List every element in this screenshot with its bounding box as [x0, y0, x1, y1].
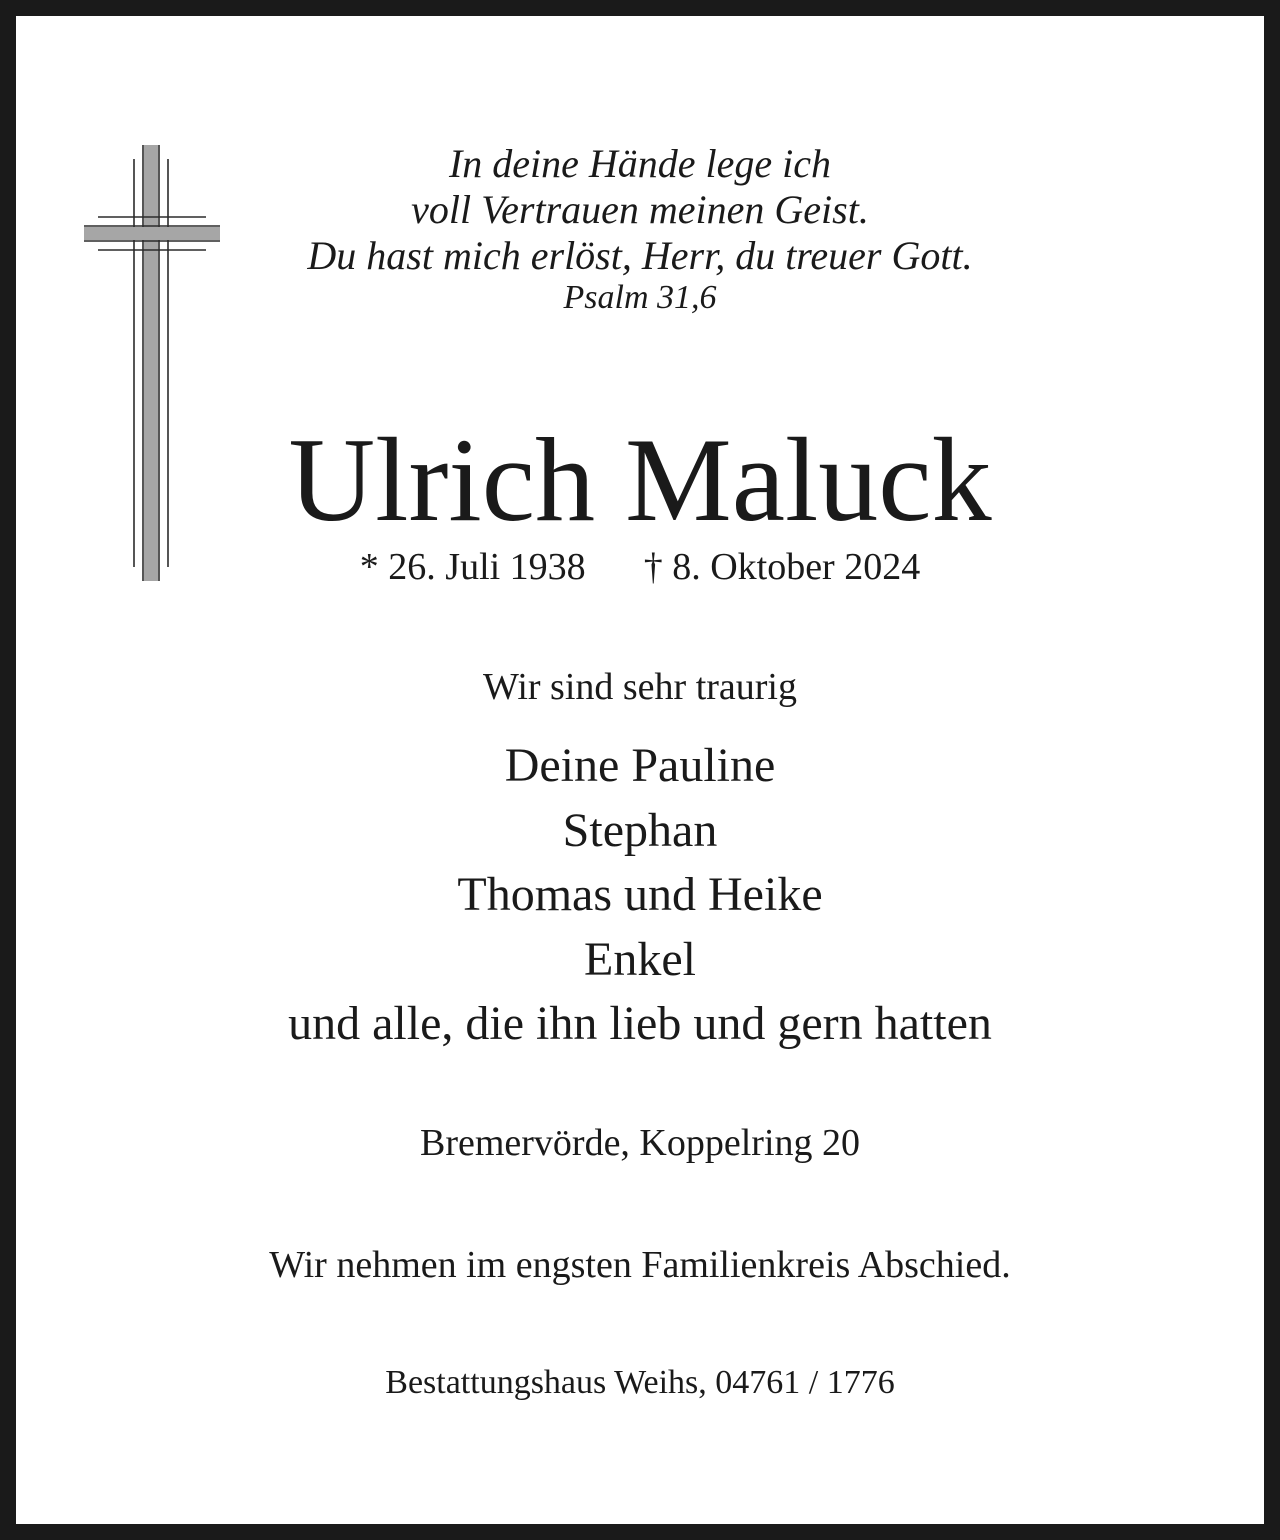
verse-line-1: In deine Hände lege ich	[448, 141, 832, 186]
mourner-2: Stephan	[562, 804, 718, 857]
death-date: † 8. Oktober 2024	[643, 546, 921, 588]
birth-date: * 26. Juli 1938	[359, 546, 586, 588]
mourner-5: und alle, die ihn lieb und gern hatten	[288, 997, 992, 1050]
deceased-name: Ulrich Maluck	[288, 413, 992, 546]
verse-line-2: voll Vertrauen meinen Geist.	[411, 187, 869, 232]
verse-reference: Psalm 31,6	[563, 279, 717, 316]
verse-line-3: Du hast mich erlöst, Herr, du treuer Gott.	[307, 233, 973, 278]
mourner-4: Enkel	[584, 933, 696, 986]
funeral-home: Bestattungshaus Weihs, 04761 / 1776	[385, 1364, 895, 1401]
mourner-1: Deine Pauline	[504, 739, 776, 792]
address: Bremervörde, Koppelring 20	[419, 1122, 861, 1164]
life-dates	[16, 548, 1264, 586]
mourning-line: Wir sind sehr traurig	[482, 666, 797, 708]
farewell-note: Wir nehmen im engsten Familienkreis Abschied.	[269, 1244, 1011, 1286]
mourner-3: Thomas und Heike	[457, 868, 823, 921]
